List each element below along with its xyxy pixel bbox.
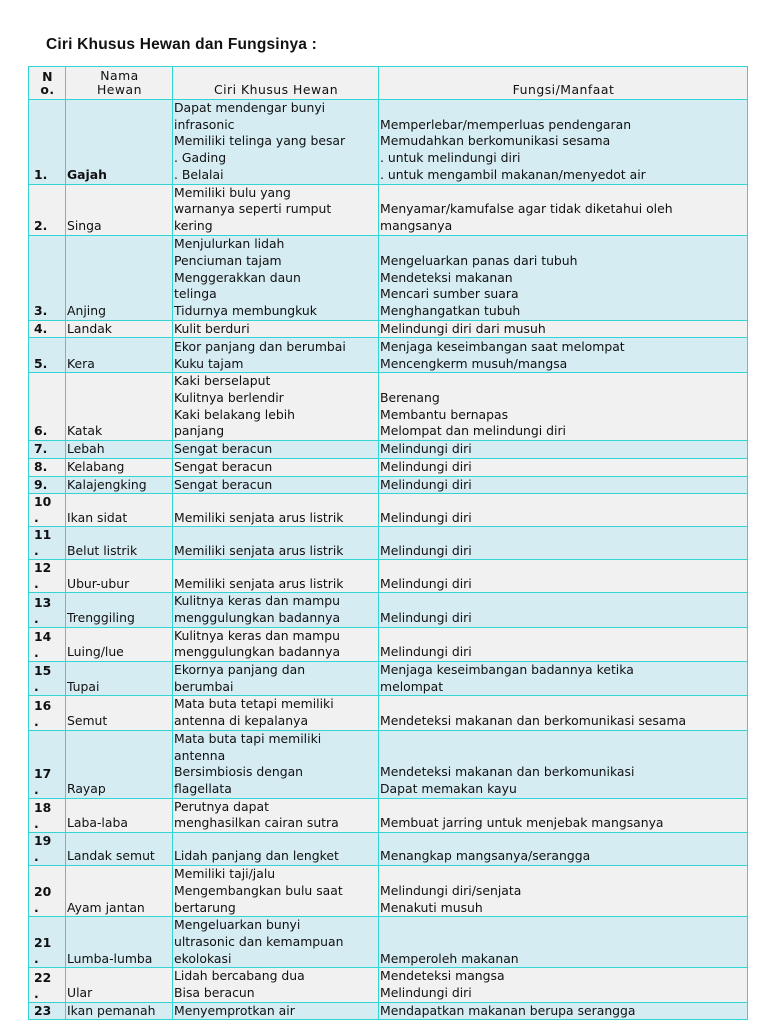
animal-trait: Kulitnya keras dan mampu menggulungkan badannya: [173, 627, 379, 661]
row-number: 19 .: [29, 833, 66, 866]
animal-trait: Lidah bercabang dua Bisa beracun: [173, 968, 379, 1002]
trait-function: Menjaga keseimbangan badannya ketika melompat: [379, 662, 748, 696]
table-row: [29, 476, 748, 494]
row-number: 16 .: [29, 696, 66, 730]
animal-name: Ubur-ubur: [66, 560, 173, 593]
animal-trait: Perutnya dapat menghasilkan cairan sutra: [173, 798, 379, 832]
trait-function: Melindungi diri dari musuh: [379, 320, 748, 338]
animal-name: Rayap: [66, 730, 173, 798]
trait-function: Membuat jarring untuk menjebak mangsanya: [379, 798, 748, 832]
animal-name: Ikan pemanah: [66, 1002, 173, 1020]
header-nama: Nama Hewan: [66, 67, 173, 100]
animal-name: Lebah: [66, 441, 173, 459]
header-fungsi: Fungsi/Manfaat: [379, 67, 748, 100]
trait-function: Melindungi diri: [379, 458, 748, 476]
table-row: [29, 1002, 748, 1020]
table-row: [29, 730, 748, 798]
trait-function: Melindungi diri: [379, 476, 748, 494]
table-row: [29, 968, 748, 1002]
header-no: N o.: [29, 67, 66, 100]
animal-trait: Ekornya panjang dan berumbai: [173, 662, 379, 696]
animal-trait: Dapat mendengar bunyi infrasonic Memiliki telinga yang besar . Gading . Belalai: [173, 100, 379, 185]
animal-trait: Lidah panjang dan lengket: [173, 833, 379, 866]
row-number: 3.: [29, 235, 66, 320]
row-number: 6.: [29, 373, 66, 441]
animal-trait: Memiliki senjata arus listrik: [173, 494, 379, 527]
trait-function: Melindungi diri: [379, 627, 748, 661]
row-number: 7.: [29, 441, 66, 459]
table-row: [29, 593, 748, 627]
row-number: 1.: [29, 100, 66, 185]
trait-function: Mengeluarkan panas dari tubuh Mendeteksi makanan Mencari sumber suara Menghangatkan tubuh: [379, 235, 748, 320]
table-row: [29, 662, 748, 696]
animal-name: Trenggiling: [66, 593, 173, 627]
table-row: [29, 338, 748, 373]
row-number: 20 .: [29, 866, 66, 917]
trait-function: Melindungi diri/senjata Menakuti musuh: [379, 866, 748, 917]
animal-name: Belut listrik: [66, 527, 173, 560]
trait-function: Memperlebar/memperluas pendengaran Memudahkan berkomunikasi sesama . untuk melindungi diri . untuk mengambil makanan/menyedot air: [379, 100, 748, 185]
animal-name: Kelabang: [66, 458, 173, 476]
animal-name: Lumba-lumba: [66, 917, 173, 968]
row-number: 23: [29, 1002, 66, 1020]
animal-name: Ayam jantan: [66, 866, 173, 917]
table-row: [29, 100, 748, 185]
animal-name: Tupai: [66, 662, 173, 696]
row-number: 9.: [29, 476, 66, 494]
animal-trait: Sengat beracun: [173, 441, 379, 459]
animal-name: Anjing: [66, 235, 173, 320]
animal-name: Ikan sidat: [66, 494, 173, 527]
row-number: 18 .: [29, 798, 66, 832]
animal-name: Kalajengking: [66, 476, 173, 494]
animal-name: Kera: [66, 338, 173, 373]
animal-trait: Kulit berduri: [173, 320, 379, 338]
trait-function: Melindungi diri: [379, 593, 748, 627]
trait-function: Menangkap mangsanya/serangga: [379, 833, 748, 866]
trait-function: Melindungi diri: [379, 527, 748, 560]
table-row: [29, 696, 748, 730]
animal-name: Gajah: [66, 100, 173, 185]
table-row: [29, 441, 748, 459]
table-row: [29, 458, 748, 476]
row-number: 5.: [29, 338, 66, 373]
page-title: Ciri Khusus Hewan dan Fungsinya :: [46, 36, 317, 53]
row-number: 2.: [29, 184, 66, 235]
row-number: 22 .: [29, 968, 66, 1002]
trait-function: Berenang Membantu bernapas Melompat dan melindungi diri: [379, 373, 748, 441]
animal-trait: Kulitnya keras dan mampu menggulungkan badannya: [173, 593, 379, 627]
row-number: 21 .: [29, 917, 66, 968]
table-row: [29, 798, 748, 832]
animal-name: Landak semut: [66, 833, 173, 866]
trait-function: Memperoleh makanan: [379, 917, 748, 968]
table-row: [29, 917, 748, 968]
row-number: 8.: [29, 458, 66, 476]
animal-trait: Sengat beracun: [173, 476, 379, 494]
animal-trait: Memiliki senjata arus listrik: [173, 560, 379, 593]
animal-trait: Memiliki taji/jalu Mengembangkan bulu saat bertarung: [173, 866, 379, 917]
row-number: 14 .: [29, 627, 66, 661]
animal-name: Singa: [66, 184, 173, 235]
animal-trait: Menjulurkan lidah Penciuman tajam Menggerakkan daun telinga Tidurnya membungkuk: [173, 235, 379, 320]
header-ciri: Ciri Khusus Hewan: [173, 67, 379, 100]
table-row: [29, 320, 748, 338]
trait-function: Melindungi diri: [379, 441, 748, 459]
animal-name: Landak: [66, 320, 173, 338]
animal-trait: Sengat beracun: [173, 458, 379, 476]
animal-name: Laba-laba: [66, 798, 173, 832]
table-row: [29, 866, 748, 917]
row-number: 4.: [29, 320, 66, 338]
trait-function: Mendeteksi mangsa Melindungi diri: [379, 968, 748, 1002]
trait-function: Mendeteksi makanan dan berkomunikasi sesama: [379, 696, 748, 730]
trait-function: Menjaga keseimbangan saat melompat Mencengkerm musuh/mangsa: [379, 338, 748, 373]
animal-trait: Mengeluarkan bunyi ultrasonic dan kemampuan ekolokasi: [173, 917, 379, 968]
animal-trait: Memiliki senjata arus listrik: [173, 527, 379, 560]
row-number: 13 .: [29, 593, 66, 627]
animal-name: Katak: [66, 373, 173, 441]
row-number: 17 .: [29, 730, 66, 798]
animal-trait: Mata buta tetapi memiliki antenna di kepalanya: [173, 696, 379, 730]
table-row: [29, 560, 748, 593]
animal-trait: Memiliki bulu yang warnanya seperti rumput kering: [173, 184, 379, 235]
row-number: 12 .: [29, 560, 66, 593]
trait-function: Melindungi diri: [379, 560, 748, 593]
animal-trait: Menyemprotkan air: [173, 1002, 379, 1020]
table-row: [29, 235, 748, 320]
row-number: 11 .: [29, 527, 66, 560]
row-number: 15 .: [29, 662, 66, 696]
trait-function: Mendapatkan makanan berupa serangga: [379, 1002, 748, 1020]
table-row: [29, 494, 748, 527]
table-row: [29, 833, 748, 866]
table-row: [29, 373, 748, 441]
trait-function: Melindungi diri: [379, 494, 748, 527]
animal-trait: Kaki berselaput Kulitnya berlendir Kaki belakang lebih panjang: [173, 373, 379, 441]
animal-name: Luing/lue: [66, 627, 173, 661]
row-number: 10 .: [29, 494, 66, 527]
animal-table: [28, 66, 748, 1020]
table-row: [29, 627, 748, 661]
animal-trait: Mata buta tapi memiliki antenna Bersimbiosis dengan flagellata: [173, 730, 379, 798]
animal-name: Ular: [66, 968, 173, 1002]
table-row: [29, 184, 748, 235]
table-row: [29, 527, 748, 560]
animal-trait: Ekor panjang dan berumbai Kuku tajam: [173, 338, 379, 373]
trait-function: Mendeteksi makanan dan berkomunikasi Dapat memakan kayu: [379, 730, 748, 798]
trait-function: Menyamar/kamufalse agar tidak diketahui oleh mangsanya: [379, 184, 748, 235]
animal-name: Semut: [66, 696, 173, 730]
